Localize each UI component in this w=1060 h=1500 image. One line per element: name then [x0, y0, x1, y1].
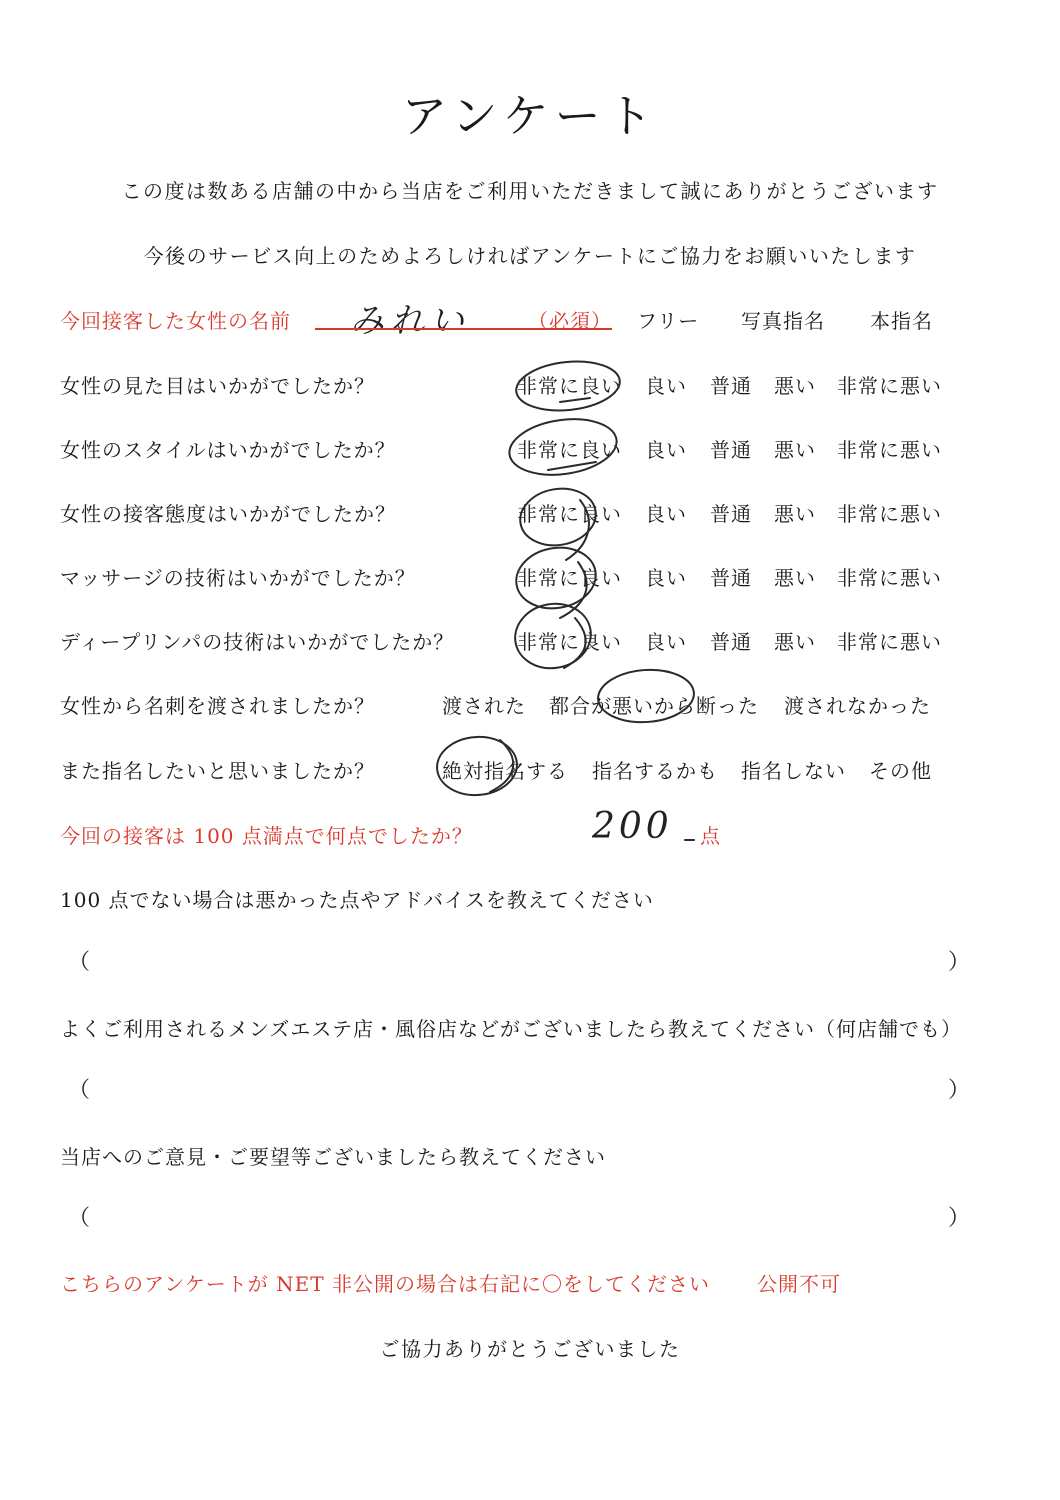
rating-option-very-good[interactable]: 非常に良い	[517, 374, 622, 398]
question-deep-lymph: ディープリンパの技術はいかがでしたか？	[60, 630, 455, 654]
answer-field-opinions[interactable]	[110, 1201, 930, 1229]
closing-message: ご協力ありがとうございました	[379, 1337, 681, 1361]
again-option-maybe[interactable]: 指名するかも	[592, 759, 718, 783]
intro-line-1: この度は数ある店舗の中から当店をご利用いただきまして誠にありがとうございます	[121, 179, 939, 203]
score-unit: 点	[700, 824, 721, 848]
score-handwritten-value[interactable]: 200	[592, 806, 673, 847]
answer-paren-open: （	[68, 950, 91, 975]
question-business-card: 女性から名刺を渡されましたか？	[60, 694, 375, 718]
rating-option-very-bad[interactable]: 非常に悪い	[837, 630, 942, 654]
rating-option-very-bad[interactable]: 非常に悪い	[837, 566, 942, 590]
rating-option-very-bad[interactable]: 非常に悪い	[837, 374, 942, 398]
required-label: （必須）	[528, 309, 612, 333]
rating-option-good[interactable]: 良い	[645, 374, 687, 398]
check-stroke	[548, 462, 596, 470]
rating-option-very-good[interactable]: 非常に良い	[517, 630, 622, 654]
question-appearance: 女性の見た目はいかがでしたか？	[60, 374, 375, 398]
rating-option-bad[interactable]: 悪い	[774, 438, 816, 462]
rating-option-very-good[interactable]: 非常に良い	[517, 502, 622, 526]
option-not-public[interactable]: 公開不可	[757, 1272, 841, 1296]
option-main-nomination[interactable]: 本指名	[870, 309, 933, 333]
rating-option-good[interactable]: 良い	[645, 438, 687, 462]
answer-field-other-shops[interactable]	[110, 1073, 930, 1101]
rating-option-good[interactable]: 良い	[645, 566, 687, 590]
question-massage: マッサージの技術はいかがでしたか？	[60, 566, 416, 590]
rating-option-good[interactable]: 良い	[645, 630, 687, 654]
rating-option-good[interactable]: 良い	[645, 502, 687, 526]
name-handwritten-value[interactable]: みれい	[350, 301, 470, 341]
again-option-no[interactable]: 指名しない	[741, 759, 846, 783]
option-free[interactable]: フリー	[637, 309, 700, 333]
intro-line-2: 今後のサービス向上のためよろしければアンケートにご協力をお願いいたします	[143, 244, 917, 268]
name-label: 今回接客した女性の名前	[60, 309, 291, 333]
rating-option-very-good[interactable]: 非常に良い	[517, 566, 622, 590]
answer-paren-open: （	[68, 1206, 91, 1231]
question-attitude: 女性の接客態度はいかがでしたか？	[60, 502, 396, 526]
survey-title: アンケート	[401, 89, 659, 143]
answer-paren-close: ）	[948, 950, 971, 975]
rating-option-bad[interactable]: 悪い	[774, 374, 816, 398]
card-option-declined[interactable]: 都合が悪いから断った	[549, 694, 759, 718]
rating-option-normal[interactable]: 普通	[710, 630, 752, 654]
question-style: 女性のスタイルはいかがでしたか？	[60, 438, 396, 462]
card-option-received[interactable]: 渡された	[442, 694, 526, 718]
score-question: 今回の接客は 100 点満点で何点でしたか？	[60, 824, 473, 848]
answer-paren-close: ）	[948, 1206, 971, 1231]
option-photo-nomination[interactable]: 写真指名	[741, 309, 825, 333]
answer-paren-close: ）	[948, 1078, 971, 1103]
again-option-other[interactable]: その他	[869, 759, 932, 783]
rating-option-bad[interactable]: 悪い	[774, 630, 816, 654]
answer-field-advice[interactable]	[110, 945, 930, 973]
free-question-other-shops: よくご利用されるメンズエステ店・風俗店などがございましたら教えてください（何店舗でも）	[60, 1017, 962, 1041]
rating-option-normal[interactable]: 普通	[710, 438, 752, 462]
rating-option-normal[interactable]: 普通	[710, 374, 752, 398]
free-question-advice: 100 点でない場合は悪かった点やアドバイスを教えてください	[60, 888, 654, 912]
rating-option-very-bad[interactable]: 非常に悪い	[837, 438, 942, 462]
rating-option-bad[interactable]: 悪い	[774, 566, 816, 590]
answer-paren-open: （	[68, 1078, 91, 1103]
again-option-definitely[interactable]: 絶対指名する	[442, 759, 568, 783]
free-question-opinions: 当店へのご意見・ご要望等ございましたら教えてください	[60, 1145, 606, 1169]
rating-option-normal[interactable]: 普通	[710, 502, 752, 526]
rating-option-very-good[interactable]: 非常に良い	[517, 438, 622, 462]
rating-option-normal[interactable]: 普通	[710, 566, 752, 590]
rating-option-bad[interactable]: 悪い	[774, 502, 816, 526]
card-option-not-received[interactable]: 渡されなかった	[784, 694, 931, 718]
rating-option-very-bad[interactable]: 非常に悪い	[837, 502, 942, 526]
question-nominate-again: また指名したいと思いましたか？	[60, 759, 375, 783]
net-private-notice: こちらのアンケートが NET 非公開の場合は右記に〇をしてください	[60, 1272, 710, 1296]
